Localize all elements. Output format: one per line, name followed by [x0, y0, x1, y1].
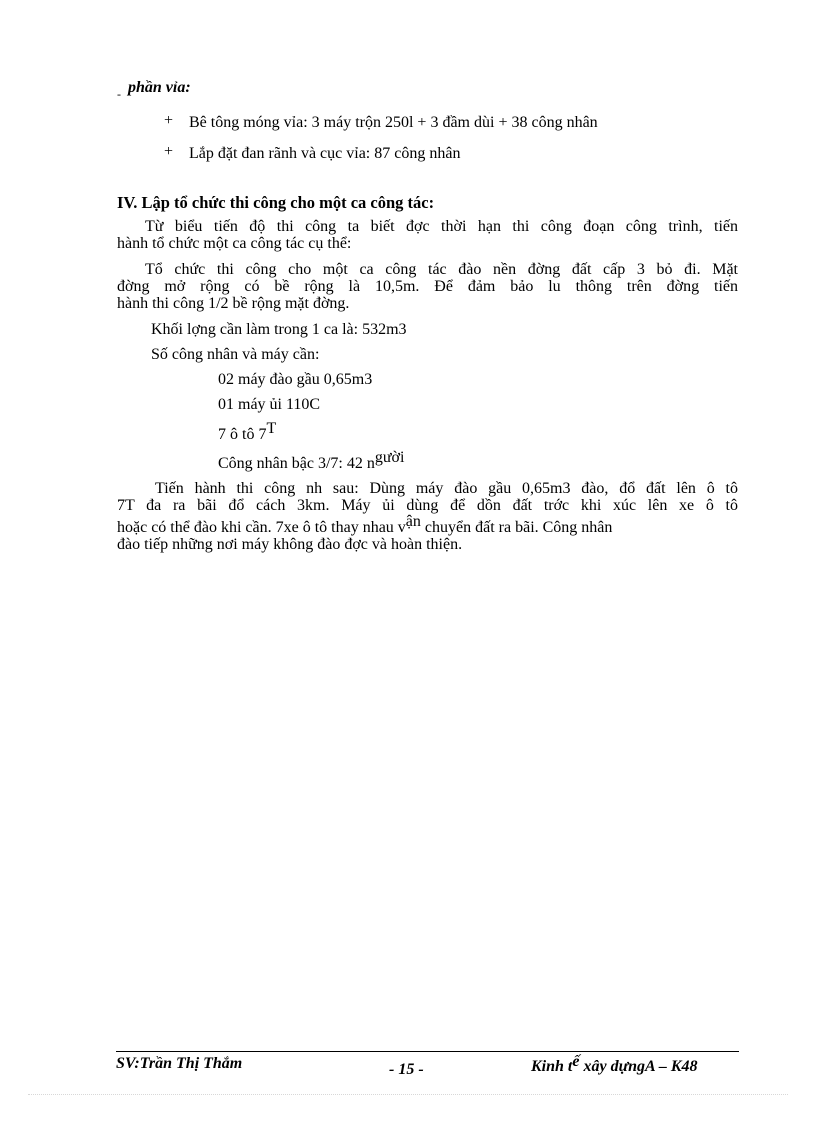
section-dash: - — [117, 87, 121, 101]
paragraph-line: đào tiếp những nơi máy không đào đợc và hoàn thiện. — [117, 536, 463, 553]
bullet-plus: + — [164, 143, 174, 160]
paragraph-line: Từ biểu tiến độ thi công ta biết đợc thời hạn thi công đoạn công trình, tiến — [145, 218, 738, 235]
resource-excavators: 02 máy đào gầu 0,65m3 — [218, 371, 373, 388]
resource-workers-sup: gười — [374, 449, 405, 466]
resource-trucks — [218, 420, 277, 443]
resource-trucks-text: 7 ô tô 7 — [218, 426, 267, 443]
section-title-phan-via: phần vỉa: — [128, 79, 191, 96]
paragraph-line: đờng mở rộng có bề rộng là 10,5m. Để đảm bảo lu thông trên đờng tiến — [117, 278, 738, 295]
paragraph-line: Tổ chức thi công cho một ca công tác đào nền đờng đất cấp 3 bỏ đi. Mặt — [145, 261, 738, 278]
resource-bulldozer: 01 máy ủi 110C — [218, 396, 321, 413]
footer-rule — [116, 1051, 739, 1052]
list-item: Lắp đặt đan rãnh và cục vỉa: 87 công nhân — [189, 145, 461, 162]
paragraph-line: hành thi công 1/2 bề rộng mặt đờng. — [117, 295, 350, 312]
resource-workers — [218, 449, 405, 472]
section-heading-iv: IV. Lập tổ chức thi công cho một ca công tác: — [117, 193, 435, 212]
paragraph-line: Tiến hành thi công nh sau: Dùng máy đào gầu 0,65m3 đào, đổ đất lên ô tô — [155, 480, 738, 497]
list-item: Bê tông móng vỉa: 3 máy trộn 250l + 3 đầm dùi + 38 công nhân — [189, 114, 598, 131]
footer-student: SV:Trần Thị Thắm — [116, 1055, 243, 1072]
resources-label: Số công nhân và máy cần: — [151, 346, 320, 363]
footer-course: Kinh tế xây dựngA – K48 — [531, 1053, 698, 1075]
bullet-plus: + — [164, 112, 174, 129]
paragraph-line: hành tổ chức một ca công tác cụ thể: — [117, 235, 352, 252]
page-bottom-divider — [28, 1094, 788, 1095]
footer-course-sup: ế — [572, 1053, 580, 1070]
footer-page-number: - 15 - — [389, 1061, 424, 1078]
paragraph-line-part: hoặc có thể đào khi cần. 7xe ô tô thay nhau vận chuyển đất ra bãi. Công nhân — [117, 513, 613, 536]
volume-line: Khối lợng cần làm trong 1 ca là: 532m3 — [151, 321, 407, 338]
paragraph-line — [117, 513, 738, 536]
resource-workers-text: Công nhân bậc 3/7: 42 n — [218, 455, 375, 472]
paragraph-line-sup: ận — [405, 513, 421, 530]
resource-trucks-sup: T — [266, 420, 277, 437]
paragraph-line: 7T đa ra bãi đổ cách 3km. Máy ủi dùng để dồn đất trớc khi xúc lên xe ô tô — [117, 497, 738, 514]
